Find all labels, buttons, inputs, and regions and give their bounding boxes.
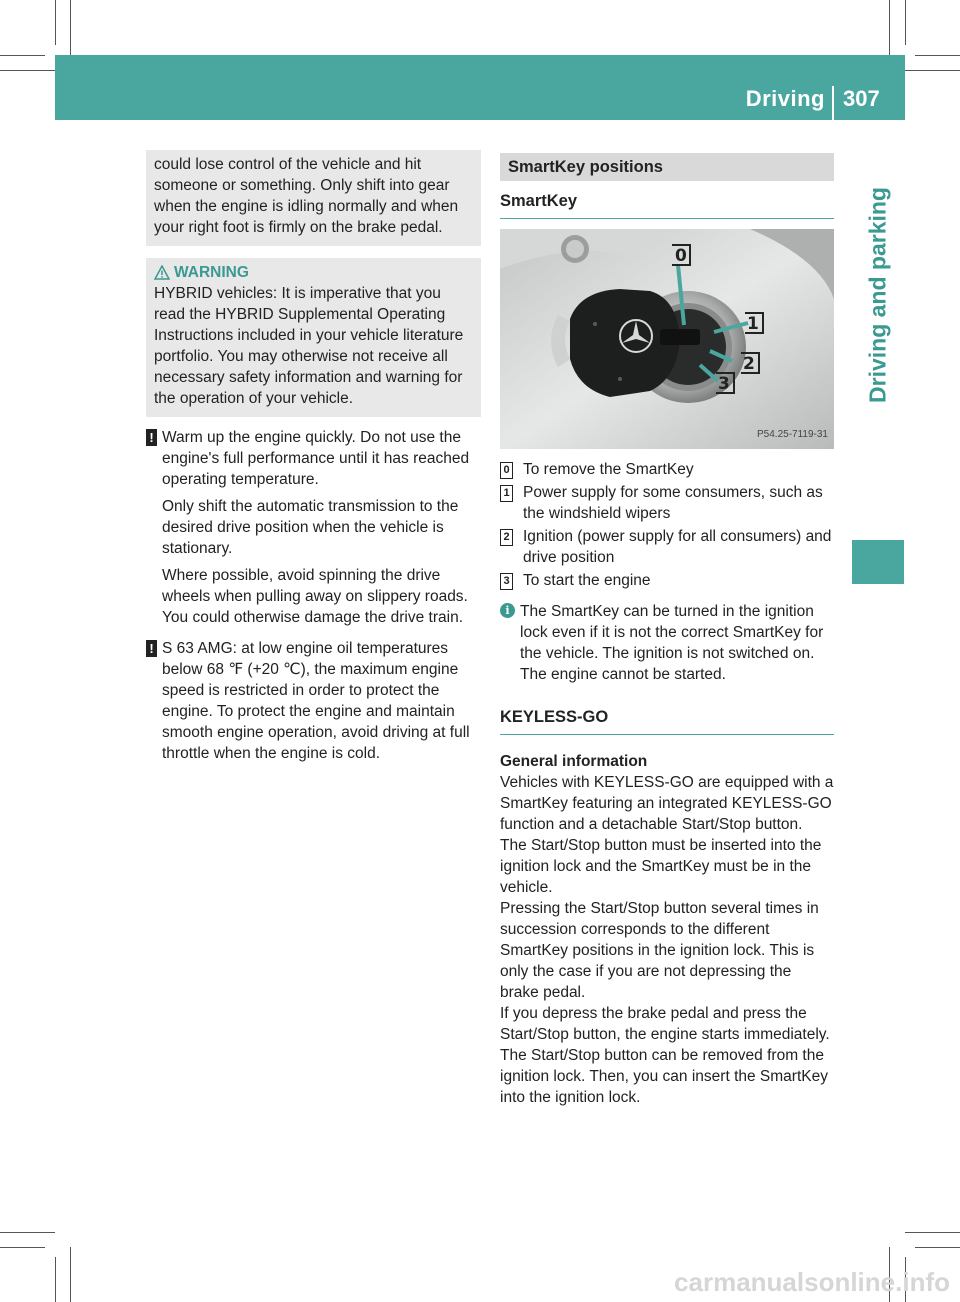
legend-item	[500, 459, 834, 480]
crop-mark	[915, 1247, 960, 1248]
legend-number: 2	[500, 529, 513, 546]
legend-text: Power supply for some consumers, such as the windshield wipers	[523, 484, 823, 522]
section-title: SmartKey positions	[500, 153, 834, 181]
crop-mark	[905, 70, 960, 71]
crop-mark	[55, 0, 56, 45]
general-information-title: General information	[500, 753, 648, 770]
legend-number: 1	[500, 485, 513, 502]
smartkey-figure	[500, 229, 834, 449]
continued-warning-box	[146, 150, 481, 246]
subsection-title: SmartKey	[500, 181, 834, 219]
crop-mark	[889, 0, 890, 55]
notice-icon: !	[146, 640, 157, 657]
notice-paragraph: Only shift the automatic transmission to the desired drive position when the vehicle is stationary.	[162, 498, 459, 557]
position-label-2-text: 2	[743, 354, 755, 374]
crop-mark	[905, 0, 906, 45]
legend-number: 3	[500, 573, 513, 590]
notice-paragraph: Where possible, avoid spinning the drive wheels when pulling away on slippery roads. You could otherwise damage the drive train.	[162, 567, 468, 626]
crop-mark	[0, 70, 55, 71]
crop-mark	[915, 55, 960, 56]
warning-box	[146, 258, 481, 417]
position-label-0-text: 0	[675, 246, 687, 266]
info-text: The SmartKey can be turned in the ignition lock even if it is not the correct SmartKey for the vehicle. The ignition is not switched on. The engine cannot be started.	[520, 603, 824, 683]
crop-mark	[0, 1232, 55, 1233]
legend-text: To remove the SmartKey	[523, 461, 694, 478]
right-column	[500, 153, 834, 1108]
keyless-go-title: KEYLESS-GO	[500, 707, 834, 735]
notice-paragraph: S 63 AMG: at low engine oil temperatures below 68 ℉ (+20 ℃), the maximum engine speed is restricted in order to protect the engine. To protect the engine and maintain smooth engine operation, avoid driving at full throttle when the engine is cold.	[162, 640, 470, 762]
notice-engine-warmup	[146, 427, 481, 628]
page-number: 307	[843, 86, 880, 111]
legend-item	[500, 526, 834, 568]
body-paragraph: Vehicles with KEYLESS-GO are equipped with a SmartKey featuring an integrated KEYLESS-GO function and a detachable Start/Stop button.	[500, 774, 834, 833]
legend-number: 0	[500, 462, 513, 479]
notice-amg	[146, 638, 481, 764]
continued-text: could lose control of the vehicle and hit someone or something. Only shift into gear when the engine is idling normally and when your right foot is firmly on the brake pedal.	[154, 156, 459, 236]
legend-item	[500, 570, 834, 591]
legend-text: To start the engine	[523, 572, 651, 589]
watermark: carmanualsonline.info	[674, 1267, 950, 1297]
legend-text: Ignition (power supply for all consumers) and drive position	[523, 528, 832, 566]
crop-mark	[70, 0, 71, 55]
warning-triangle-icon	[154, 265, 170, 280]
side-tab-label: Driving and parking	[864, 187, 891, 403]
body-paragraph: Pressing the Start/Stop button several times in succession corresponds to the different SmartKey positions in the ignition lock. This is only the case if you are not depressing the brake pedal.	[500, 900, 819, 1001]
body-paragraph: The Start/Stop button must be inserted into the ignition lock and the SmartKey must be in the vehicle.	[500, 837, 822, 896]
chapter-title: Driving	[745, 86, 825, 111]
crop-mark	[70, 1247, 71, 1302]
info-icon: i	[500, 603, 515, 618]
left-column	[146, 150, 481, 770]
warning-title: WARNING	[174, 264, 249, 281]
ignition-lock-illustration	[500, 229, 834, 449]
notice-paragraph: Warm up the engine quickly. Do not use the engine's full performance until it has reached operating temperature.	[162, 429, 470, 488]
warning-header	[154, 262, 473, 283]
crop-mark	[905, 1232, 960, 1233]
notice-icon: !	[146, 429, 157, 446]
position-label-1-text: 1	[747, 314, 759, 334]
legend-item	[500, 482, 834, 524]
side-marker	[852, 540, 904, 584]
body-paragraph: If you depress the brake pedal and press the Start/Stop button, the engine starts immediately.	[500, 1005, 830, 1043]
crop-mark	[55, 1257, 56, 1302]
header-separator	[832, 86, 834, 120]
figure-caption: P54.25-7119-31	[757, 429, 828, 440]
crop-mark	[0, 1247, 45, 1248]
body-paragraph: The Start/Stop button can be removed from the ignition lock. Then, you can insert the SmartKey into the ignition lock.	[500, 1047, 828, 1106]
crop-mark	[0, 55, 45, 56]
info-note	[500, 601, 834, 685]
warning-text: HYBRID vehicles: It is imperative that you read the HYBRID Supplemental Operating Instructions included in your vehicle literature portfolio. You may otherwise not receive all necessary safety information and warning for the operation of your vehicle.	[154, 285, 464, 407]
position-label-3-text: 3	[718, 374, 730, 394]
position-legend	[500, 459, 834, 591]
